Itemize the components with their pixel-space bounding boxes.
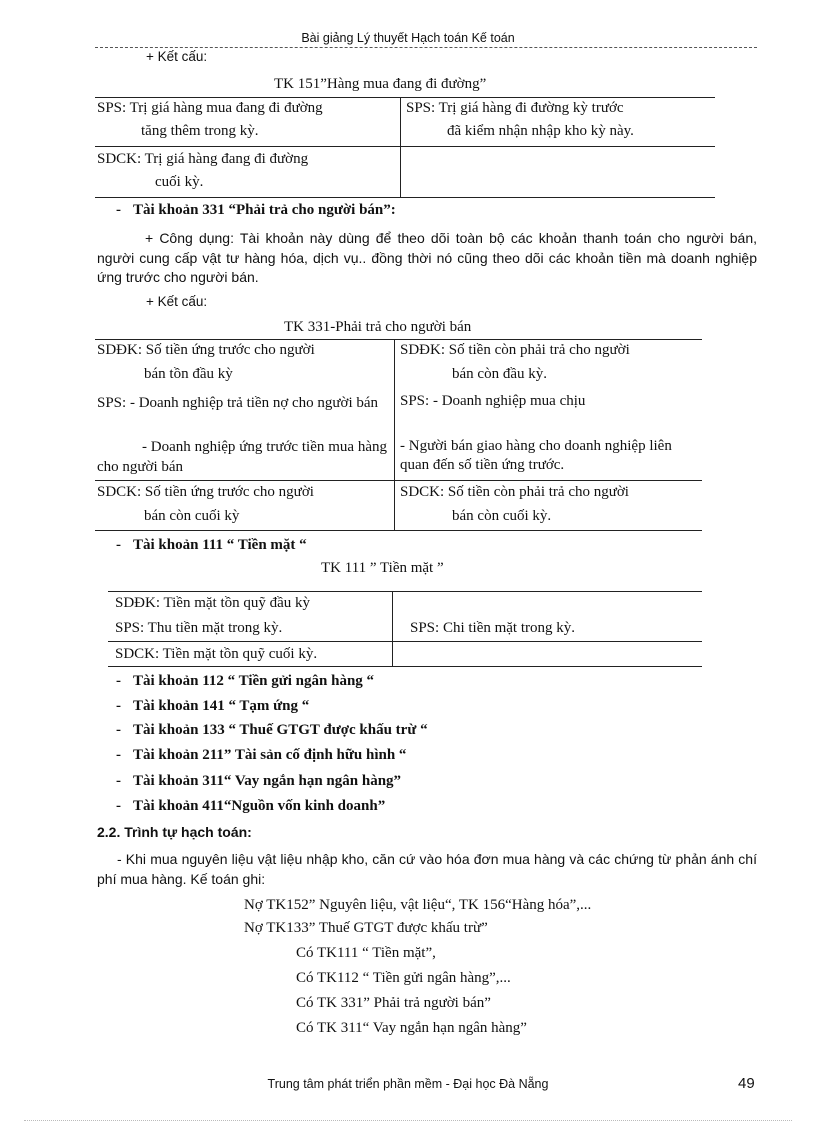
procedure-paragraph: - Khi mua nguyên liệu vật liệu nhập kho, căn cứ vào hóa đơn mua hàng và các chứng từ phản ánh chí phí mua hàng. Kế toán ghi: — [97, 851, 757, 887]
table-title-111: TK 111 ” Tiền mặt ” — [321, 560, 444, 576]
list-bullet: - — [116, 698, 121, 714]
bullet-331: - — [116, 202, 121, 218]
table-cell: SDCK: Trị giá hàng đang đi đường — [97, 151, 309, 167]
heading-111: Tài khoản 111 “ Tiền mặt “ — [133, 537, 307, 553]
table-cell: SPS: Trị giá hàng đi đường kỳ trước — [406, 100, 624, 116]
list-bullet: - — [116, 747, 121, 763]
table-cell: SPS: Trị giá hàng mua đang đi đường — [97, 100, 323, 116]
structure-label-331: + Kết cấu: — [146, 294, 208, 309]
table-cell: SDĐK: Số tiền còn phải trả cho người — [400, 342, 630, 358]
credit-line: Có TK 331” Phải trả người bán” — [296, 995, 491, 1011]
list-item: Tài khoản 211” Tài sản cố định hữu hình “ — [133, 747, 407, 763]
list-bullet: - — [116, 673, 121, 689]
list-item: Tài khoản 311“ Vay ngắn hạn ngân hàng” — [133, 773, 402, 789]
page-number: 49 — [738, 1075, 755, 1092]
list-item: Tài khoản 141 “ Tạm ứng “ — [133, 698, 310, 714]
table-title-151: TK 151”Hàng mua đang đi đường” — [274, 76, 487, 92]
bullet-111: - — [116, 537, 121, 553]
table-cell: cuối kỳ. — [155, 174, 204, 190]
usage-paragraph-331 — [97, 229, 757, 288]
list-item: Tài khoản 112 “ Tiền gửi ngân hàng “ — [133, 673, 375, 689]
table-cell: SPS: - Doanh nghiệp mua chịu — [400, 393, 586, 409]
table-cell: - Người bán giao hàng cho doanh nghiệp liên quan đến số tiền ứng trước. — [400, 438, 672, 473]
list-bullet: - — [116, 798, 121, 814]
usage-text: + Công dụng: Tài khoản này dùng để theo dõi toàn bộ các khoản thanh toán cho người bán, người cung cấp vật tư hàng hóa, dịch vụ.. đồng thời nó cũng theo dõi các khoản tiền mà doanh nghiệp ứng trước cho người bán. — [97, 230, 757, 285]
table-cell: SDĐK: Số tiền ứng trước cho người — [97, 342, 315, 358]
heading-331: Tài khoản 331 “Phải trả cho người bán”: — [133, 202, 396, 218]
credit-line: Có TK112 “ Tiền gửi ngân hàng”,... — [296, 970, 511, 986]
table-cell: SDĐK: Tiền mặt tồn quỹ đầu kỳ — [115, 595, 311, 611]
table-cell: SPS: Thu tiền mặt trong kỳ. — [115, 620, 283, 636]
list-bullet: - — [116, 773, 121, 789]
list-item: Tài khoản 411“Nguồn vốn kinh doanh” — [133, 798, 386, 814]
table-cell: bán còn cuối kỳ. — [452, 508, 552, 524]
table-title-331: TK 331-Phải trả cho người bán — [284, 319, 472, 335]
footer-divider — [24, 1120, 792, 1121]
table-cell: SDCK: Tiền mặt tồn quỹ cuối kỳ. — [115, 646, 318, 662]
table-cell: tăng thêm trong kỳ. — [141, 123, 259, 139]
table-cell: - Doanh nghiệp ứng trước tiền mua hàng cho người bán — [97, 439, 387, 475]
page-footer: Trung tâm phát triển phần mềm - Đại học Đà Nẵng — [267, 1077, 549, 1091]
table-cell: bán còn cuối kỳ — [144, 508, 240, 524]
list-item: Tài khoản 133 “ Thuế GTGT được khấu trừ “ — [133, 722, 428, 738]
list-bullet: - — [116, 722, 121, 738]
table-cell: bán còn đầu kỳ. — [452, 366, 547, 382]
structure-label-151: + Kết cấu: — [146, 49, 208, 64]
credit-line: Có TK 311“ Vay ngắn hạn ngân hàng” — [296, 1020, 527, 1036]
debit-line: Nợ TK133” Thuế GTGT được khấu trừ” — [244, 920, 488, 936]
table-cell: SPS: Chi tiền mặt trong kỳ. — [410, 620, 576, 636]
table-cell: đã kiểm nhận nhập kho kỳ này. — [447, 123, 634, 139]
section-heading-2-2: 2.2. Trình tự hạch toán: — [97, 824, 252, 840]
table-cell: bán tồn đầu kỳ — [144, 366, 233, 382]
credit-line: Có TK111 “ Tiền mặt”, — [296, 945, 436, 961]
table-cell: SDCK: Số tiền ứng trước cho người — [97, 484, 314, 500]
table-cell: SDCK: Số tiền còn phải trả cho người — [400, 484, 629, 500]
table-cell: SPS: - Doanh nghiệp trả tiền nợ cho người bán — [97, 395, 379, 411]
debit-line: Nợ TK152” Nguyên liệu, vật liệu“, TK 156“Hàng hóa”,... — [244, 897, 592, 913]
page-header: Bài giảng Lý thuyết Hạch toán Kế toán — [301, 31, 515, 45]
header-divider — [95, 47, 757, 48]
